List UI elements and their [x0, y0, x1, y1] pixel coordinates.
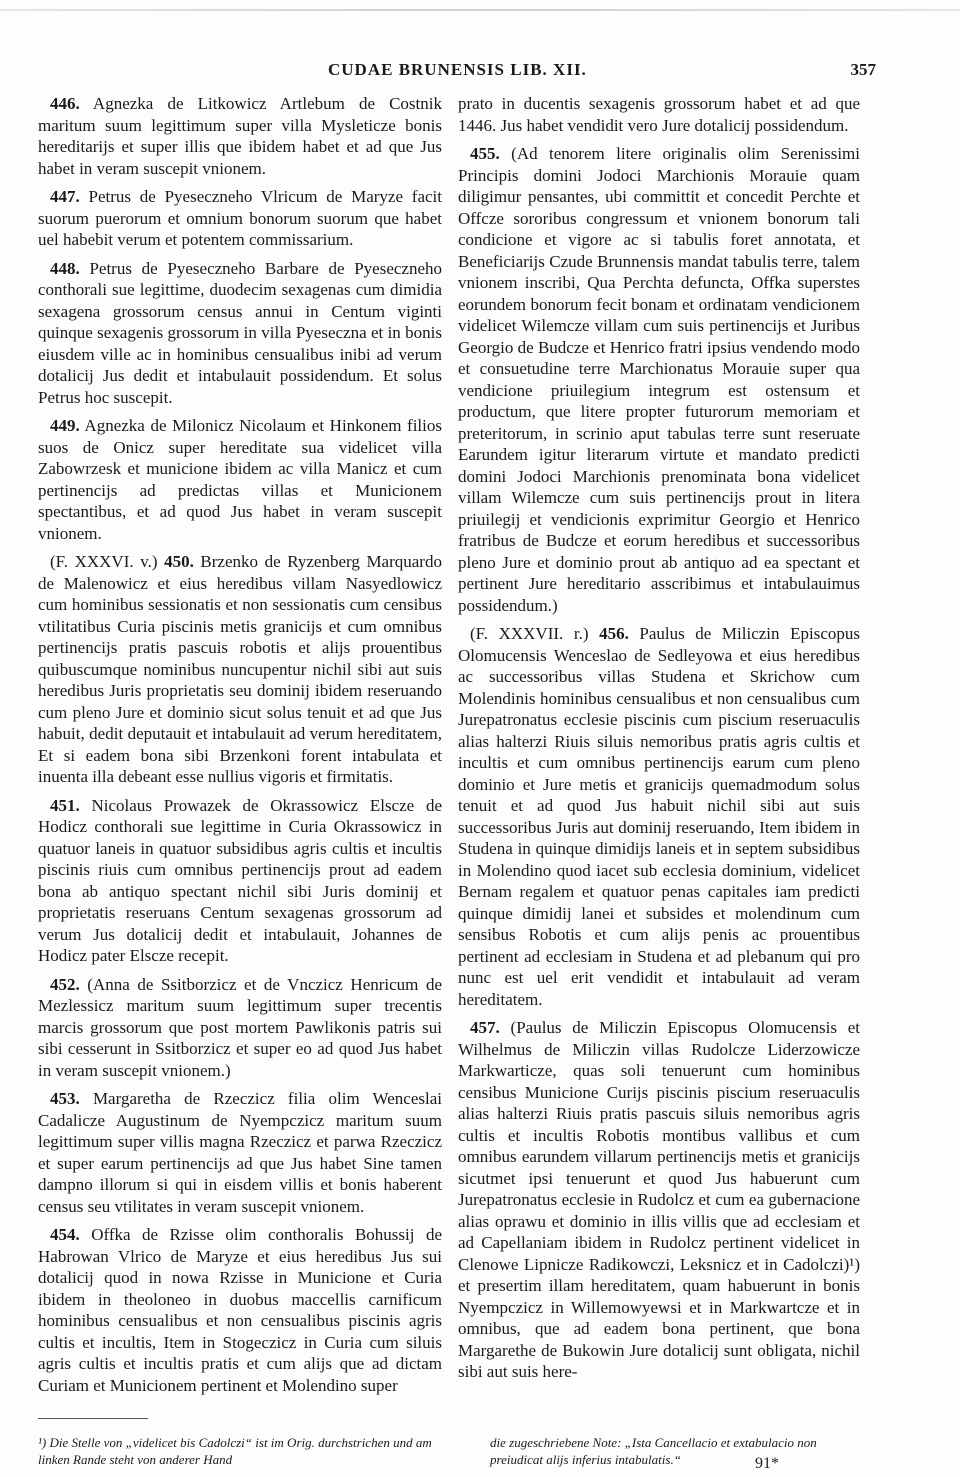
entry-number: 451. [50, 795, 80, 815]
entry-number: 452. [50, 974, 80, 994]
entry-number: 449. [50, 416, 80, 435]
entry-text: Brzenko de Ryzenberg Marquardo de Malenowicz et eius heredibus villam Nasyedlowicz cum hominibus sessionatis et non sessionatis cum censibus vtilitatibus Curia piscinis metis granicijs et cum omnibus pertinencijs pratis pascuis robotis et alijs prouentibus quibuscumque nominibus nuncupentur nichil sibi aut suis heredibus Juris proprietatis seu dominij ibidem reseruando cum pleno Jure et dominio sicut solus tenuit et ad que Jus habuit, dedit deputauit et intabulauit ad verum hereditatem, Et si eadem bona sibi Brzenkoni forent intabulata et inuenta illa debeant esse nullius vigoris et firmitatis. [38, 552, 442, 786]
entry-paragraph [458, 623, 860, 1010]
entry-number: 446. [50, 94, 80, 113]
entry-text: Petrus de Pyeseczneho Vlricum de Maryze facit suorum puerorum et omnium bonorum suorum que habet uel habebit verum et potentem commissarium. [38, 187, 442, 249]
footnote-rule [38, 1418, 148, 1419]
entry-text: Nicolaus Prowazek de Okrassowicz Elscze de Hodicz conthorali sue legittime in Curia Okrassowicz in quatuor laneis in quatuor subsidibus agris cultis et incultis piscinis riuis cum omnibus pertinencijs prout ad eadem bona ab antiquo spectant nichil sibi Juris dominij et proprietatis reseruans Centum sexagenas grossorum ad verum Jus dotalicij dedit et intabulauit, Johannes de Hodicz pater Elscze recepit. [38, 795, 442, 965]
footnote-right: die zugeschriebene Note: „Ista Cancellacio et extabulacio non preiudicat alijs inferius intabulatis.“ [490, 1435, 817, 1467]
footnote-left: ¹) Die Stelle von „videlicet bis Cadolczi“ ist im Orig. durchstrichen und am linken Rande steht von anderer Hand [38, 1435, 432, 1467]
left-column [38, 93, 442, 1403]
signature-mark: 91* [755, 1455, 779, 1472]
entry-paragraph [38, 551, 442, 788]
right-column [458, 93, 860, 1390]
entry-text: Margaretha de Rzeczicz filia olim Wenceslai Cadalicze Augustinum de Nyempczicz maritum suum legittimum super villis magna Rzeczicz et parwa Rzeczicz et super earum pertinencijs ad que Jus habet Sine tamen dampno illorum si qui in eisdem villis et bonis haberent census seu vtilitates in veram suscepit vnionem. [38, 1089, 442, 1216]
entry-text: Agnezka de Milonicz Nicolaum et Hinkonem filios suos de Onicz super hereditate sua videlicet villa Zabowrzesk et municione ibidem ac villa Manicz et cum pertinencijs ad predictas villas et Municionem spectantibus, et ad quod Jus habet in veram suscepit vnionem. [38, 416, 442, 543]
entry-paragraph [458, 93, 860, 136]
entry-text: (Ad tenorem litere originalis olim Serenissimi Principis domini Jodoci Marchionis Morauie quam diligimur pensantes, ubi committit et concedit Perchte et Offcze sororibus congressum et vnionem bonorum tali condicione et vigore ac si tabulis foret annotata, et Beneficiarijs Czude Brunnensis mandat tabulis terre, talem vnionem inscribi, Qua Perchta defuncta, Offka superstes eorundem bonorum fecit bonam et ordinatam vendicionem videlicet Wilemcze villam cum suis pertinencijs et Juribus Georgio de Budcze et Henrico fratri ipsius vendendo modo et consuetudine terre Marchionatus Morauie super qua vendicione priuilegium integrum est ostensum et productum, que litere propter futurorum memoriam et preteritorum, in scrinio aput tabulas terre sunt reseruate Earundem igitur literarum virtute et mandato predicti domini Jodoci Marchionis prenominata bona videlicet villam Wilemcze cum suis pertinencijs prout in litera priuilegij et vendicionis exprimitur Georgio et Henrico fratribus de Budcze et eorum heredibus et successoribus pleno Jure et dominio prout ab antiquo ad ea spectant et pertinent Jure hereditario asscribimus et intabulauimus possidendum.) [458, 144, 860, 615]
entry-text: Petrus de Pyeseczneho Barbare de Pyeseczneho conthorali sue legittime, duodecim sexagenas cum dimidia sexagena grossorum census annui in Centum viginti quinque sexagenis grossorum in villa Pyeseczna et in bonis eiusdem ville ac in hominibus censualibus inibi ad verum dotalicij Jus dedit et intabulauit possidendum. Et solus Petrus hoc suscepit. [38, 258, 442, 407]
running-head [0, 60, 960, 84]
folio-reference: (F. XXXVI. v.) [50, 552, 165, 571]
entry-number: 456. [599, 624, 629, 643]
entry-paragraph [38, 1088, 442, 1217]
entry-paragraph [458, 143, 860, 616]
entry-text: prato in ducentis sexagenis grossorum habet et ad que 1446. Jus habet vendidit vero Jure dotalicij possidendum. [458, 94, 860, 135]
entry-number: 455. [470, 144, 500, 163]
folio-reference: (F. XXXVII. r.) [470, 624, 600, 643]
entry-number: 453. [50, 1089, 80, 1108]
entry-paragraph [38, 186, 442, 251]
entry-paragraph [38, 974, 442, 1082]
entry-number: 448. [50, 258, 80, 278]
page-number: 357 [850, 60, 876, 79]
entry-text: (Paulus de Miliczin Episcopus Olomucensis et Wilhelmus de Miliczin villas Rudolcze Liderzowicze Markwarticze, quas soli tenuerunt cum hominibus censibus Municione Curijs piscinis piscium reseruaculis alias halterzi Riuis pratis pascuis siluis nemoribus agris cultis et incultis Robotis montibus vallibus et cum omnibus earundem villarum pertinencijs metis et granicijs sicutmet ipsi tenuerunt et quod Jus habuerunt cum Jurepatronatus ecclesie in Rudolcz et cum ea gubernacione alias oprawu et dominio in illis villis que ad ecclesiam et ad Capellaniam ibidem in Rudolcz pertinent videlicet in Clenowe Lipnicze Radikowczi, Leksnicz et in Cadolczi)¹) et presertim illam hereditatem, quam habuerunt in bonis Nyempczicz in Willemowyewsi et in Markwartcze et in omnibus, que ad eadem bona pertinent, que bona Margarethe de Bukowin Jure dotalicij sunt obligata, nichil sibi aut suis here- [458, 1018, 860, 1381]
entry-paragraph [458, 1017, 860, 1383]
entry-text: Paulus de Miliczin Episcopus Olomucensis Wenceslao de Sedleyowa et eius heredibus ac successoribus villas Studena et Skrichow cum Molendinis hominibus censualibus et non censualibus cum Jurepatronatus ecclesie piscinis cum piscium reseruaculis alias halterzi Riuis siluis nemoribus pratis agris cultis et incultis et cum omnibus pertinencijs earum cum pleno dominio et Jure metis et granicijs quemadmodum solus tenuit et ad quod Jus habuit nichil sibi aut suis successoribus Juris aut dominij reseruando, Item ibidem in Studena in quinque dimidijs laneis et in septem subsidibus in Molendino quod iacet sub ecclesia dominium, videlicet Bernam regalem et quatuor penas capitales iam predicti quinque dimidij lanei et subsides et molendinum cum sensibus Robotis et cum alijs penis ac prouentibus pertinent ad ecclesiam in Studena et ad plebanum qui pro nunc est uel erit vendidit et intabulauit ad veram hereditatem. [458, 624, 860, 1009]
entry-paragraph [38, 93, 442, 179]
entry-number: 454. [50, 1225, 80, 1244]
page-title: CUDAE BRUNENSIS LIB. XII. [328, 60, 587, 79]
top-edge-line [0, 9, 960, 11]
entry-paragraph [38, 795, 442, 967]
entry-paragraph [38, 258, 442, 409]
entry-paragraph [38, 415, 442, 544]
entry-text: Offka de Rzisse olim conthoralis Bohussij de Habrowan Vlrico de Maryze et eius heredibus Jus sui dotalicij quod in nowa Rzisse in Municione et Curia ibidem in theoloneo in duobus maccellis carnificum hominibus censualibus et non censualibus piscinis agris cultis et incultis, Item in Stogeczicz in Curia cum siluis agris cultis et incultis pratis et cum alijs que ad dictam Curiam et Municionem pertinent et Molendino super [38, 1225, 442, 1395]
entry-text: (Anna de Ssitborzicz et de Vnczicz Henricum de Mezlessicz maritum suum legittimum super trecentis marcis grossorum que post mortem Pawlikonis patris sui sibi cesserunt in Ssitborzicz et super eo ad quod Jus habet in veram suscepit vnionem.) [38, 974, 442, 1080]
entry-text: Agnezka de Litkowicz Artlebum de Costnik maritum suum legittimum super villa Mysleticze bonis hereditarijs et super illis que ibidem habet et ad que Jus habet in veram suscepit vnionem. [38, 94, 442, 178]
entry-number: 450. [164, 552, 194, 571]
entry-paragraph [38, 1224, 442, 1396]
entry-number: 447. [50, 187, 80, 206]
entry-number: 457. [470, 1018, 500, 1037]
